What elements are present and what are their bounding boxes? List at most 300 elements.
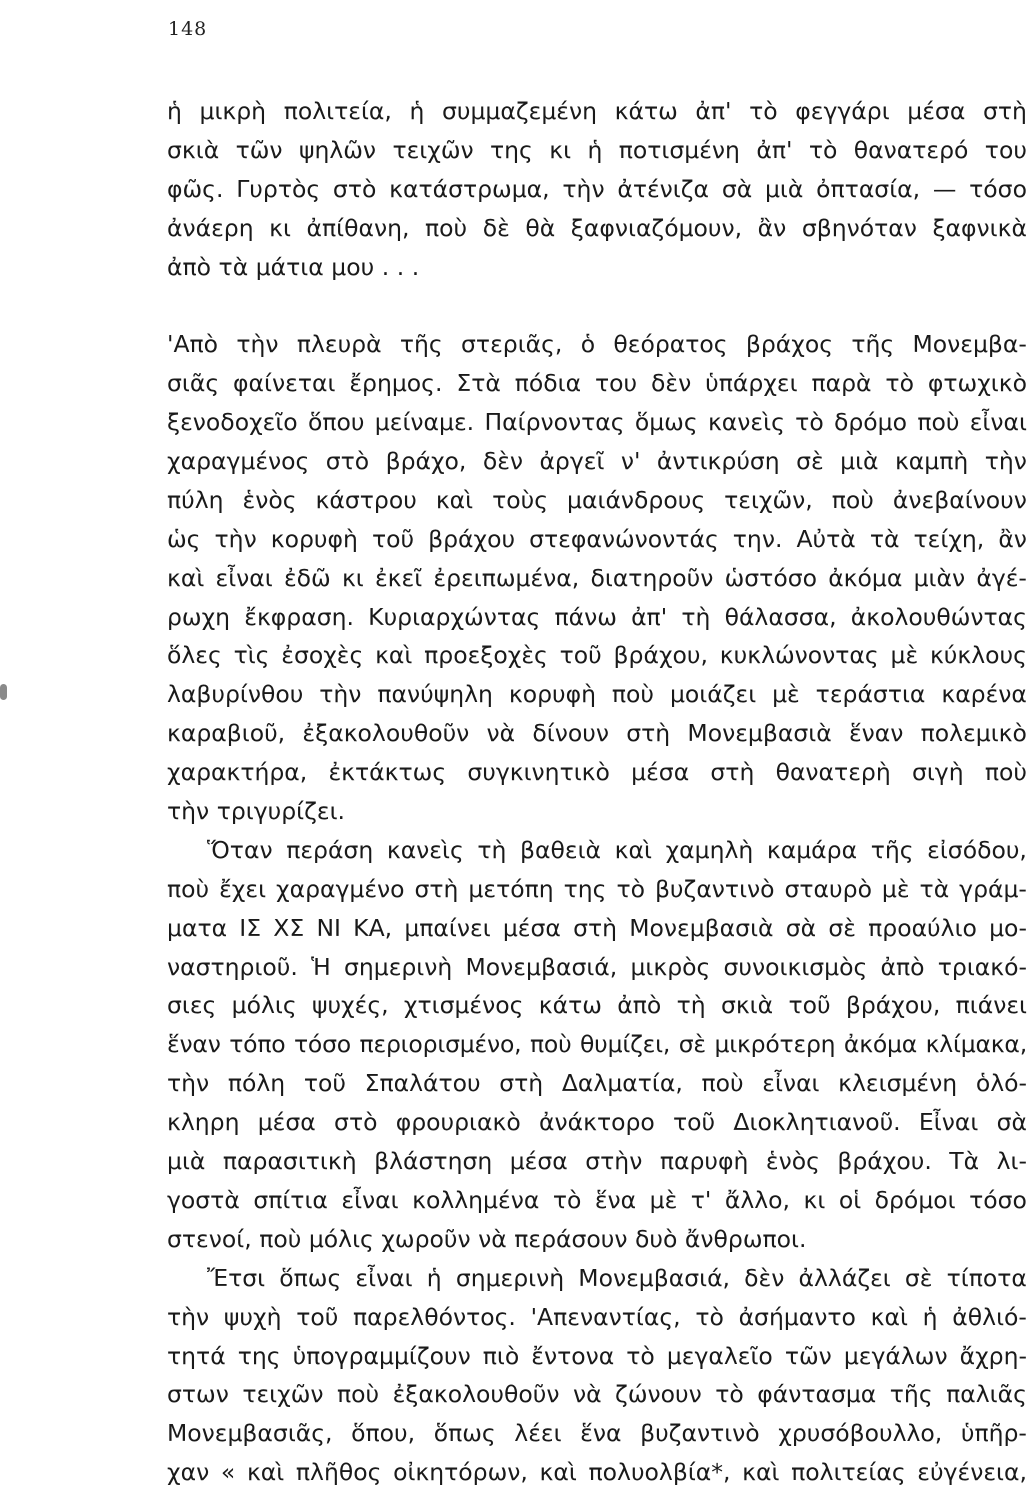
word: βυζαντινὸ — [654, 874, 775, 903]
word: ὡς — [167, 524, 201, 553]
word: τὴν — [319, 680, 362, 709]
word: ἔχει — [219, 874, 267, 903]
word: θανατερὴ — [775, 758, 891, 787]
word: τῆς — [851, 330, 895, 359]
word: ναστηριοῦ. — [167, 952, 298, 981]
word: τοῦ — [371, 524, 415, 553]
word: τειχῶν — [392, 135, 474, 164]
text-line — [167, 714, 1027, 753]
word: εἶναι — [355, 1263, 413, 1292]
word: βράχου, — [613, 641, 708, 670]
word: μείναμε. — [374, 408, 475, 437]
word: στὴν — [585, 1147, 643, 1176]
word: κληρη — [167, 1108, 240, 1137]
word: ἄλλο, — [724, 1185, 791, 1214]
word: ρωχη — [167, 602, 231, 631]
word: Διοκλητιανοῦ. — [733, 1108, 901, 1137]
word: του — [595, 369, 638, 398]
word: σβηνόταν — [801, 213, 917, 242]
word: κάτω — [538, 991, 602, 1020]
word: ὅλες — [167, 641, 222, 670]
word: ἐσοχὲς — [281, 641, 364, 670]
word: γοστὰ — [167, 1185, 240, 1214]
word: Στὰ — [456, 369, 501, 398]
word: πολιτεία, — [283, 97, 392, 125]
word: στὴ — [499, 1069, 544, 1098]
word: ὅπου — [307, 408, 365, 437]
word: τοῦ — [303, 1069, 346, 1098]
word: Κυριαρχώντας — [368, 602, 541, 631]
word: ποὺ — [984, 758, 1027, 787]
word: δὲν — [744, 1263, 785, 1292]
word: κανεὶς — [707, 408, 785, 437]
word: δὲν — [482, 447, 524, 476]
word: ἕνα — [580, 1419, 622, 1448]
word: μικρὸς — [630, 952, 711, 981]
word: εἶναι — [215, 563, 273, 592]
word: φεγγάρι — [795, 97, 890, 125]
word: προεξοχὲς — [424, 641, 548, 670]
word: ὅμως — [634, 408, 698, 437]
word: τῆς — [870, 835, 914, 864]
word: της — [563, 874, 607, 903]
word: φρουριακὸ — [395, 1108, 521, 1137]
word: ψυχές, — [311, 991, 389, 1020]
word: παρὰ — [811, 369, 872, 398]
word: θεόρατος — [613, 330, 728, 359]
word: ἀσήμαντο — [738, 1302, 856, 1331]
word: . — [396, 252, 405, 281]
text-line — [167, 1220, 1027, 1259]
word: ἐρειπωμένα, — [433, 563, 580, 592]
word: Ἔτσι — [207, 1263, 266, 1292]
word: Παίρνοντας — [484, 408, 625, 437]
word: περάση — [286, 835, 374, 864]
word: στεριᾶς, — [461, 330, 563, 359]
word: καρένα — [941, 680, 1027, 709]
blank-line — [167, 286, 1027, 325]
word: ἐκτάκτως — [328, 758, 447, 787]
word: προαύλιο — [868, 913, 977, 942]
word: ἑνὸς — [242, 485, 297, 514]
word: γράμ- — [959, 874, 1027, 903]
word: μεγάλων — [843, 1341, 948, 1370]
word: τὴν — [167, 1069, 210, 1098]
word: ἐκεῖ — [374, 563, 423, 592]
word: τῆς — [889, 1380, 933, 1409]
word: θανατερό — [853, 135, 969, 164]
word: δίνουν — [532, 719, 609, 748]
word: τὴν — [236, 330, 279, 359]
word: οἰκητόρων, — [393, 1458, 528, 1487]
word: μέσα — [907, 97, 966, 125]
word: Δαλματία, — [561, 1069, 683, 1098]
word: ἀπ' — [756, 135, 793, 164]
text-line — [167, 1414, 1027, 1453]
word: μετόπη — [468, 874, 554, 903]
word: μέσα — [631, 758, 690, 787]
word: μὲ — [649, 1185, 678, 1214]
word: τοῦ — [673, 1108, 716, 1137]
word: στων — [167, 1380, 229, 1409]
word: τὴ — [676, 991, 706, 1020]
word: Ὅταν — [207, 835, 273, 864]
word: τὸ — [552, 1185, 582, 1214]
word: συμμαζεμένη — [441, 97, 598, 125]
word: εἶναι — [341, 1185, 399, 1214]
word: καὶ — [435, 485, 474, 514]
word: εἶναι — [969, 408, 1027, 437]
word: σὲ — [678, 1030, 706, 1059]
word: χαρακτήρα, — [167, 758, 308, 787]
word: τὴ — [681, 602, 711, 631]
word: φτωχικὸ — [927, 369, 1027, 398]
word: ὑπάρχει — [705, 369, 798, 398]
word: ἀπίθανη, — [306, 213, 410, 242]
word: ἡ — [167, 97, 182, 125]
word: νὰ — [486, 719, 516, 748]
word: βράχου. — [837, 1147, 932, 1176]
word: κλίμακα, — [925, 1030, 1027, 1059]
word: καὶ — [539, 1458, 577, 1487]
word: κορυφὴ — [508, 680, 596, 709]
word: μέσα — [502, 913, 561, 942]
word: σὲ — [904, 1263, 933, 1292]
word: εἰσόδου, — [927, 835, 1027, 864]
word: 'Απὸ — [167, 330, 219, 359]
page-number: 148 — [168, 18, 208, 40]
word: ἔκφραση. — [244, 602, 354, 631]
text-line — [167, 948, 1027, 987]
word: ψυχὴ — [223, 1302, 282, 1331]
word: σταυρὸ — [784, 874, 872, 903]
word: σκιὰ — [720, 991, 774, 1020]
word: ἕναν — [167, 1030, 221, 1059]
text-line — [167, 753, 1027, 792]
word: τριακό- — [937, 952, 1027, 981]
word: μὲ — [772, 680, 800, 709]
word: τὸ — [808, 135, 838, 164]
word: καμάρα — [766, 835, 858, 864]
word: ὁλό- — [975, 1069, 1027, 1098]
word: βράχος — [745, 330, 834, 359]
word: βυζαντινὸ — [640, 1419, 760, 1448]
word: σιγὴ — [911, 758, 964, 787]
word: μαιάνδρους — [567, 485, 706, 514]
word: ἀργεῖ — [539, 447, 605, 476]
word: βλάστηση — [374, 1147, 493, 1176]
word: τὰ — [869, 524, 900, 553]
text-line — [167, 1337, 1027, 1376]
word: ΚΑ, — [353, 913, 393, 942]
text-line — [167, 1298, 1027, 1337]
word: μέσα — [509, 1147, 568, 1176]
word: σκιὰ — [167, 135, 220, 164]
word: πανύψηλη — [377, 680, 493, 709]
word: στὴ — [626, 719, 671, 748]
word: τῆς — [399, 330, 443, 359]
word: τὸ — [885, 369, 914, 398]
word: ἡ — [922, 1302, 938, 1331]
word: τίποτα — [946, 1263, 1027, 1292]
word: διατηροῦν — [590, 563, 714, 592]
word: μόλις — [308, 1224, 374, 1253]
text-line — [167, 559, 1027, 598]
word: ὁ — [580, 330, 596, 359]
word: ἂν — [998, 524, 1027, 553]
word: ποὺ — [425, 213, 468, 242]
word: της — [237, 1341, 281, 1370]
word: ὑπογραμμίζουν — [292, 1341, 471, 1370]
word: ξαφνικὰ — [932, 213, 1027, 242]
word: σημερινὴ — [455, 1263, 565, 1292]
word: τειχῶν — [242, 1380, 324, 1409]
text-line — [167, 170, 1027, 209]
text-line — [167, 131, 1027, 170]
word: νὰ — [478, 1224, 507, 1253]
word: ποὺ — [917, 408, 960, 437]
text-line — [167, 1025, 1027, 1064]
word: ἀλλάζει — [798, 1263, 891, 1292]
text-line — [167, 1103, 1027, 1142]
word: εὐγένεια, — [917, 1458, 1027, 1487]
word: ΝΙ — [316, 913, 341, 942]
word: σὲ — [796, 447, 824, 476]
word: φαίνεται — [233, 369, 336, 398]
word: μιὰ — [167, 1147, 206, 1176]
word: καὶ — [614, 835, 652, 864]
word: δὲν — [651, 369, 692, 398]
word: πόλη — [227, 1069, 286, 1098]
word: σὲ — [828, 913, 856, 942]
word: ΧΣ — [273, 913, 305, 942]
word: κάστρου — [315, 485, 417, 514]
word: ποὺ — [701, 1069, 744, 1098]
word: τὸ — [695, 1302, 724, 1331]
word: τὶς — [233, 641, 270, 670]
word: ἀντικρύση — [656, 447, 780, 476]
word: ἡ — [426, 1263, 442, 1292]
word: τοῦ — [296, 1302, 339, 1331]
word: δρόμοι — [874, 1185, 956, 1214]
word: φάντασμα — [757, 1380, 877, 1409]
text-line — [167, 442, 1027, 481]
word: ποὺ — [336, 1380, 380, 1409]
word: στενοί, — [167, 1224, 252, 1253]
text-line — [167, 675, 1027, 714]
word: τεράστια — [815, 680, 926, 709]
word: του — [984, 135, 1027, 164]
word: δρόμο — [834, 408, 908, 437]
word: δὲ — [482, 213, 510, 242]
word: θυμίζει, — [580, 1030, 671, 1059]
word: ἐξακολουθοῦν — [392, 1380, 560, 1409]
word: σπίτια — [253, 1185, 328, 1214]
word: μιὰ — [840, 447, 879, 476]
word: καὶ — [246, 1458, 285, 1487]
word: ἀτένιζα — [617, 174, 710, 203]
word: κατάστρωμα, — [389, 174, 550, 203]
word: κύκλους — [929, 641, 1027, 670]
text-line — [167, 636, 1027, 675]
word: ὅπως — [279, 1263, 342, 1292]
word: τὰ — [919, 874, 950, 903]
word: περάσουν — [514, 1224, 628, 1253]
word: παρασιτικὴ — [222, 1147, 357, 1176]
text-line — [167, 1259, 1027, 1298]
word: ἀνεβαίνουν — [892, 485, 1027, 514]
word: κι — [803, 1185, 826, 1214]
word: Μονεμβα- — [912, 330, 1027, 359]
word: βράχο, — [385, 447, 467, 476]
word: τὴν — [562, 174, 605, 203]
word: κορυφὴ — [270, 524, 358, 553]
word: τ' — [690, 1185, 712, 1214]
word: ψηλῶν — [298, 135, 377, 164]
word: ἄνθρωποι. — [684, 1224, 807, 1253]
word: μέσα — [257, 1108, 316, 1137]
word: ὅπως — [433, 1419, 496, 1448]
word: τειχῶν, — [724, 485, 813, 514]
word: χαμηλὴ — [665, 835, 754, 864]
text-body — [167, 92, 1027, 1492]
word: χαραγμένο — [276, 874, 405, 903]
word: τοὺς — [492, 485, 549, 514]
word: σιᾶς — [167, 369, 220, 398]
word: τὴν — [214, 524, 257, 553]
word: στὸ — [325, 447, 370, 476]
word: « — [220, 1458, 236, 1487]
word: ἔντονα — [531, 1341, 615, 1370]
word: τοῦ — [788, 991, 831, 1020]
word: της — [490, 135, 533, 164]
word: Εἶναι — [918, 1108, 979, 1137]
word: τῶν — [784, 1341, 832, 1370]
word: μικρὴ — [199, 97, 267, 125]
word: στεφανώνοντάς — [529, 524, 719, 553]
text-line — [167, 870, 1027, 909]
word: Μονεμβασιὰ — [687, 719, 832, 748]
word: Τὰ — [949, 1147, 980, 1176]
word: . — [381, 252, 390, 281]
word: χρυσόβουλλο, — [778, 1419, 943, 1448]
word: ποὺ — [529, 1030, 572, 1059]
word: χτισμένος — [403, 991, 524, 1020]
word: τὸ — [715, 1380, 744, 1409]
word: κάτω — [614, 97, 678, 125]
text-line — [167, 403, 1027, 442]
word: μάτια — [255, 252, 324, 281]
word: βαθειὰ — [520, 835, 602, 864]
word: ξενοδοχεῖο — [167, 408, 298, 437]
word: τόπο — [229, 1030, 286, 1059]
word: παλιᾶς — [946, 1380, 1027, 1409]
margin-mark — [0, 684, 7, 700]
word: σὰ — [721, 174, 753, 203]
word: ἐδῶ — [283, 563, 331, 592]
text-line — [167, 1064, 1027, 1103]
word: ἀπ' — [631, 602, 668, 631]
text-line — [167, 1375, 1027, 1414]
word: πλῆθος — [295, 1458, 382, 1487]
text-line — [167, 986, 1027, 1025]
word: Σπαλάτου — [364, 1069, 481, 1098]
text-line — [167, 831, 1027, 870]
word: μεγαλεῖο — [666, 1341, 773, 1370]
word: την. — [732, 524, 783, 553]
word: ποτισμένη — [618, 135, 740, 164]
word: ἀνάκτορο — [538, 1108, 655, 1137]
word: ἑνὸς — [765, 1147, 820, 1176]
word: τὸ — [616, 874, 645, 903]
word: ἀθλιό- — [952, 1302, 1027, 1331]
word: πλευρὰ — [296, 330, 382, 359]
word: θὰ — [525, 213, 556, 242]
word: Μονεμβασιὰ — [629, 913, 774, 942]
word: πιάνει — [955, 991, 1027, 1020]
word: τὸ — [795, 408, 824, 437]
word: τῶν — [235, 135, 283, 164]
word: καὶ — [742, 1458, 780, 1487]
text-line — [167, 598, 1027, 637]
word: μου — [331, 252, 375, 281]
word: ἔρημος. — [349, 369, 443, 398]
word: νὰ — [572, 1380, 602, 1409]
word: στὴ — [710, 758, 755, 787]
word: ἐξακολουθοῦν — [302, 719, 470, 748]
word: ΙΣ — [239, 913, 262, 942]
word: βράχου, — [845, 991, 941, 1020]
text-line — [167, 481, 1027, 520]
word: ἡ — [587, 135, 603, 164]
word: καὶ — [167, 563, 205, 592]
word: Μονεμβασιά, — [578, 1263, 731, 1292]
word: λέει — [514, 1419, 562, 1448]
word: ἀκόμα — [828, 563, 903, 592]
word: φῶς. — [167, 174, 224, 203]
word: ἡ — [409, 97, 425, 125]
word: ἂν — [757, 213, 787, 242]
word: στὴ — [982, 97, 1027, 125]
word: χαραγμένος — [167, 447, 310, 476]
word: οἱ — [838, 1185, 862, 1214]
word: τὴν — [167, 1302, 210, 1331]
word: τόσο — [969, 1185, 1027, 1214]
word: πιὸ — [482, 1341, 520, 1370]
word: ἕναν — [848, 719, 904, 748]
word: ἀπὸ — [617, 991, 662, 1020]
word: βράχου — [428, 524, 516, 553]
word: ποὺ — [831, 485, 874, 514]
word: ἕνα — [594, 1185, 637, 1214]
word: κανεὶς — [386, 835, 464, 864]
word: σιες — [167, 991, 217, 1020]
word: ἀνάερη — [167, 213, 254, 242]
word: μπαίνει — [404, 913, 491, 942]
word: καραβιοῦ, — [167, 719, 286, 748]
word: μικρότερη — [714, 1030, 836, 1059]
word: ποὺ — [167, 874, 210, 903]
word: ματα — [167, 913, 228, 942]
word: παρυφὴ — [659, 1147, 749, 1176]
word: μιὰν — [913, 563, 966, 592]
word: τὴ — [477, 835, 507, 864]
word: τοῦ — [559, 641, 602, 670]
word: τείχη, — [913, 524, 985, 553]
word: μὲ — [881, 874, 910, 903]
word: ν' — [620, 447, 641, 476]
text-line — [167, 248, 1027, 287]
